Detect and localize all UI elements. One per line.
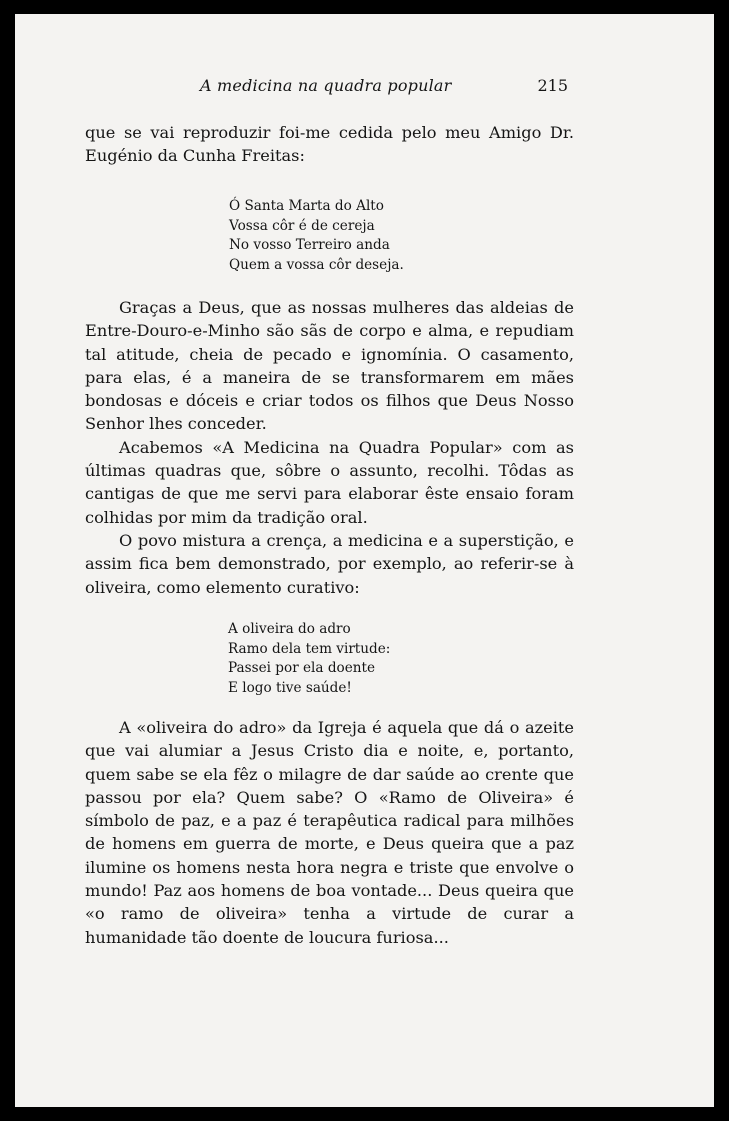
verse-line: A oliveira do adro <box>228 621 351 637</box>
body-block-2 <box>85 716 574 949</box>
verse-line: E logo tive saúde! <box>228 679 352 696</box>
paragraph-acabemos: Acabemos «A Medicina na Quadra Popular» com as últimas quadras que, sôbre o assunto, recolhi. Tôdas as cantigas de que me servi para elaborar êste ensaio foram colhidas por mim da tradição oral. <box>85 437 574 527</box>
running-title: A medicina na quadra popular <box>200 76 452 95</box>
paragraph-oliveira-do-adro: A «oliveira do adro» da Igreja é aquela que dá o azeite que vai alumiar a Jesus Cristo dia e noite, e, portanto, quem sabe se ela fêz o milagre de dar saúde ao crente que passou por ela? Quem sabe? O «Ramo de Oliveira» é símbolo de paz, e a paz é terapêutica radical para milhões de homens em guerra de morte, e Deus queira que a paz ilumine os homens nesta hora negra e triste que envolve o mundo! Paz aos homens de boa vontade... Deus queira que «o ramo de oliveira» tenha a virtude de curar a humanidade tão doente de loucura furiosa... <box>85 718 574 947</box>
body-block-1 <box>85 296 574 599</box>
verse-santa-marta <box>229 197 404 275</box>
verse-line: Vossa côr é de cereja <box>229 217 375 234</box>
paragraph-o-povo: O povo mistura a crença, a medicina e a superstição, e assim fica bem demonstrado, por exemplo, ao referir-se à oliveira, como elemento curativo: <box>85 530 574 597</box>
verse-line: No vosso Terreiro anda <box>229 237 390 253</box>
verse-line: Ramo dela tem virtude: <box>228 640 391 657</box>
verse-oliveira <box>228 620 390 698</box>
verse-line: Quem a vossa côr deseja. <box>229 256 404 273</box>
paragraph-gracas: Graças a Deus, que as nossas mulheres das aldeias de Entre-Douro-e-Minho são sãs de corpo e alma, e repudiam tal atitude, cheia de pecado e ignomínia. O casamento, para elas, é a maneira de se transformarem em mães bondosas e dóceis e criar todos os filhos que Deus Nosso Senhor lhes conceder. <box>85 298 574 434</box>
running-head <box>85 76 574 100</box>
page-number: 215 <box>537 76 568 95</box>
intro-paragraph: que se vai reproduzir foi-me cedida pelo meu Amigo Dr. Eugénio da Cunha Freitas: <box>85 123 574 166</box>
intro-paragraph-block <box>85 121 574 168</box>
verse-line: Passei por ela doente <box>228 660 376 676</box>
verse-line: Ó Santa Marta do Alto <box>229 198 384 214</box>
book-page <box>15 14 714 1107</box>
